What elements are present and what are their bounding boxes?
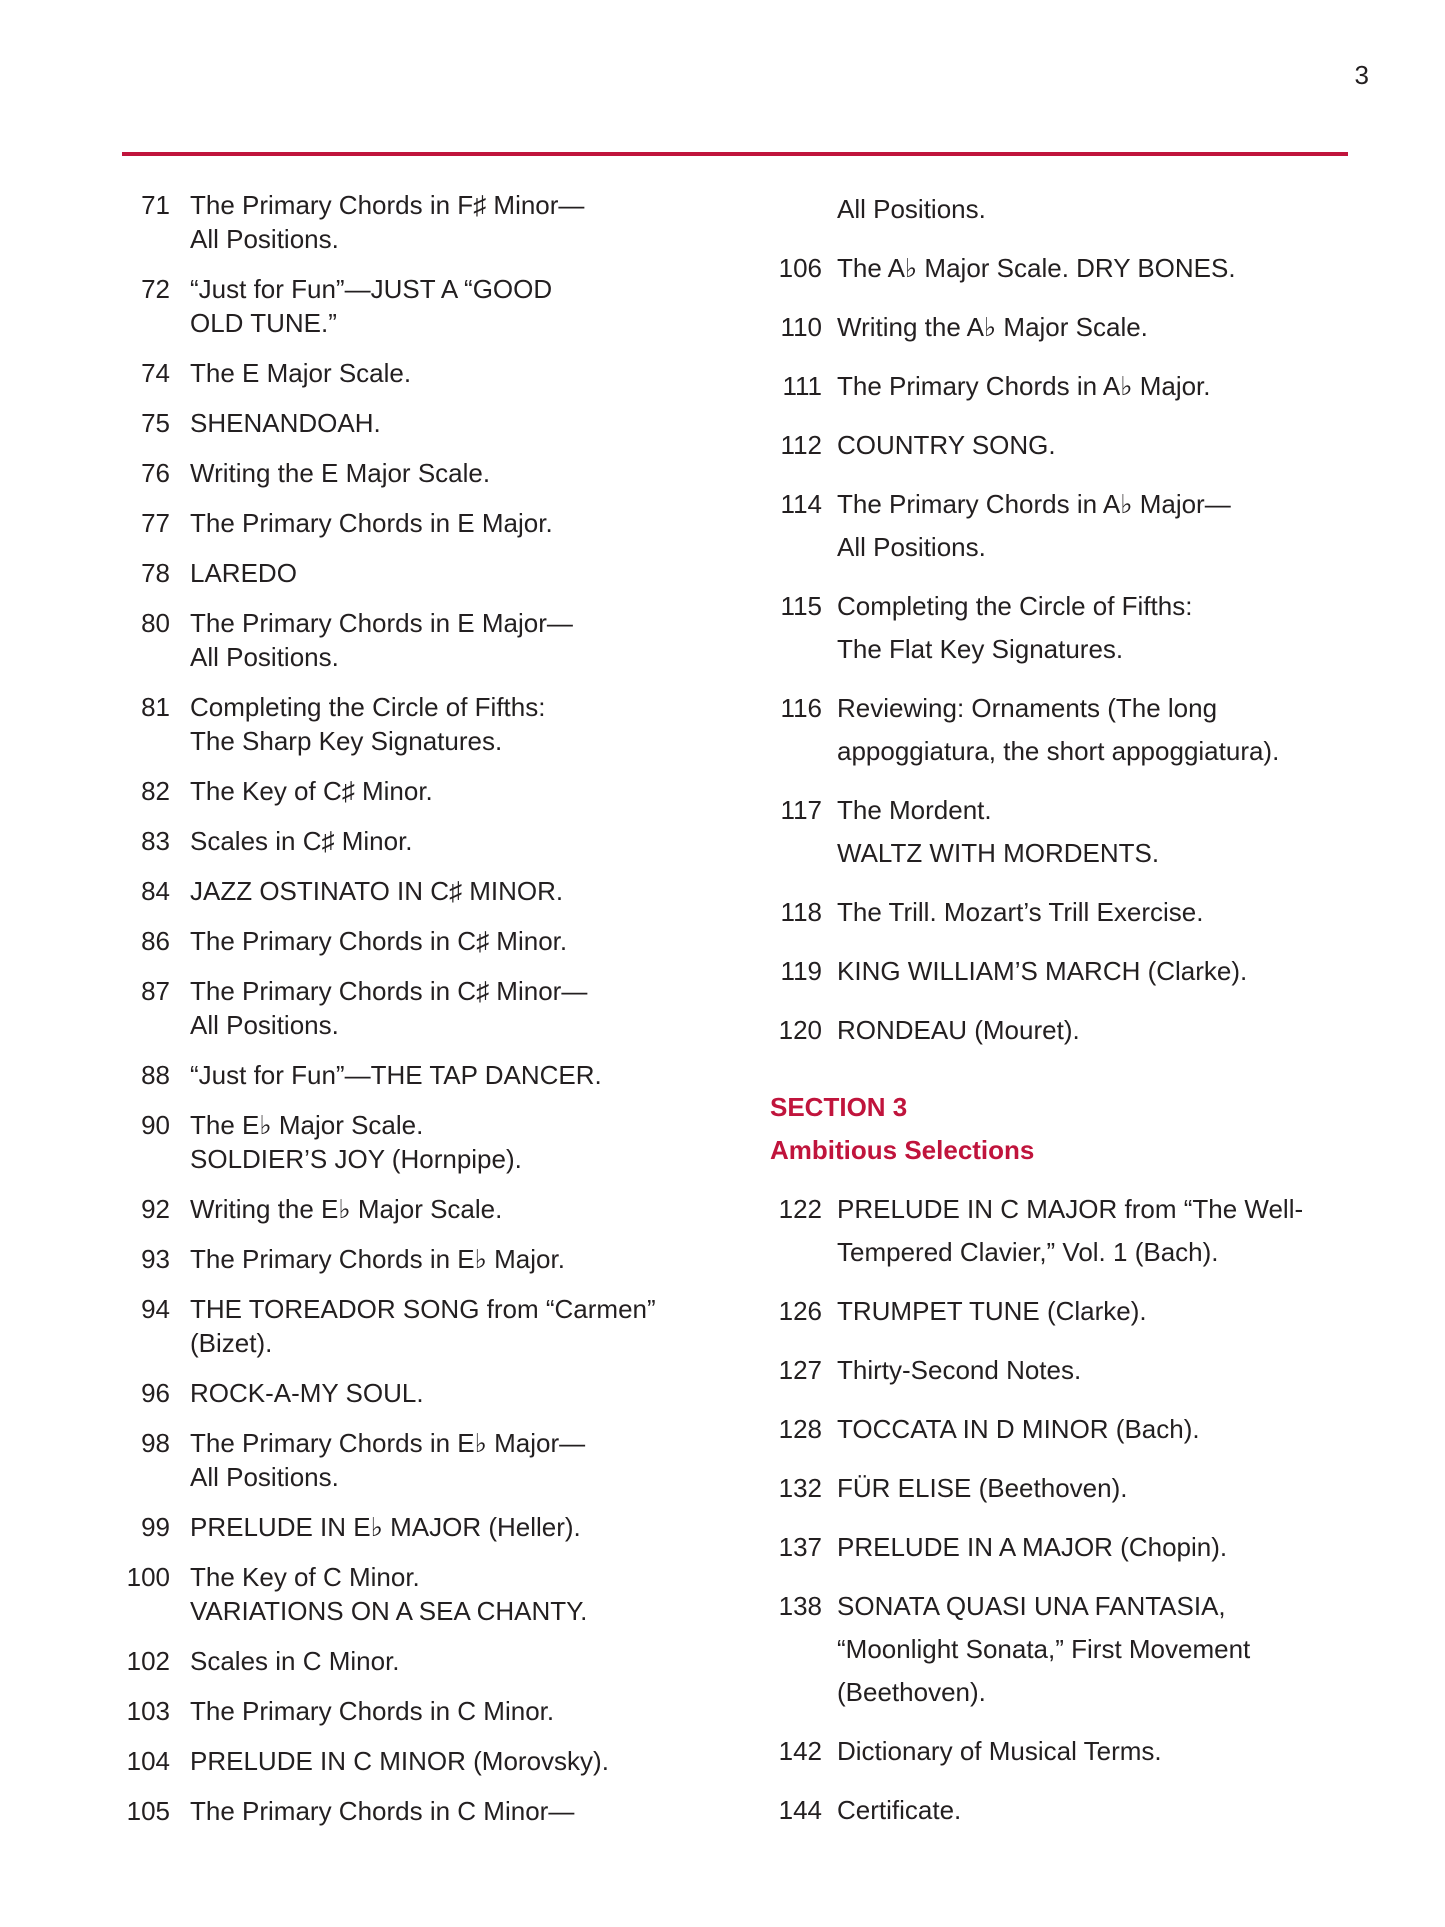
toc-entry-title [190, 774, 712, 808]
toc-entry [122, 690, 712, 758]
toc-entry [770, 1290, 1370, 1333]
toc-entry-title [837, 950, 1370, 993]
toc-entry [122, 974, 712, 1042]
toc-page-number: 83 [141, 826, 170, 856]
toc-entry-line: The A♭ Major Scale. DRY BONES. [837, 253, 1236, 283]
toc-page-number: 98 [141, 1428, 170, 1458]
toc-entry-title [190, 974, 712, 1042]
toc-page-number: 100 [126, 1562, 170, 1592]
toc-entry-title [837, 424, 1370, 467]
toc-entry-title [190, 1644, 712, 1678]
toc-entry [122, 1376, 712, 1410]
toc-entry-title [837, 1526, 1370, 1569]
toc-page-number: 111 [782, 371, 822, 401]
toc-entry-line: The Primary Chords in E♭ Major— [190, 1428, 586, 1458]
toc-entry [770, 891, 1370, 934]
toc-entry-line: All Positions. [190, 1010, 339, 1040]
toc-entry-line: TOCCATA IN D MINOR (Bach). [837, 1414, 1200, 1444]
toc-page-number: 71 [141, 190, 170, 220]
toc-entry [770, 789, 1370, 875]
toc-entry-title [190, 188, 712, 256]
toc-page-number: 103 [126, 1696, 170, 1726]
toc-entry-line: Completing the Circle of Fifths: [190, 692, 546, 722]
toc-entry [122, 356, 712, 390]
toc-page-number: 119 [780, 956, 822, 986]
toc-entry-title [837, 1188, 1370, 1274]
toc-page-number: 126 [778, 1296, 822, 1326]
toc-entry-line: (Bizet). [190, 1328, 273, 1358]
toc-entry-title [190, 1426, 712, 1494]
toc-page-number: 116 [780, 693, 822, 723]
toc-entry [122, 774, 712, 808]
toc-page-number: 144 [778, 1795, 822, 1825]
toc-entry-line: The Primary Chords in A♭ Major— [837, 489, 1231, 519]
toc-page-number: 106 [778, 253, 822, 283]
toc-entry-title [190, 1744, 712, 1778]
toc-left-column [122, 188, 712, 1844]
toc-page-number: 72 [141, 274, 170, 304]
toc-entry-line: The Primary Chords in C Minor— [190, 1796, 575, 1826]
toc-entry-title [190, 272, 712, 340]
toc-entry [122, 1426, 712, 1494]
toc-entry-line: Thirty-Second Notes. [837, 1355, 1082, 1385]
toc-entry-title [837, 1730, 1370, 1773]
toc-page-number: 127 [778, 1355, 822, 1385]
toc-entry [122, 506, 712, 540]
toc-entry-line: Completing the Circle of Fifths: [837, 591, 1193, 621]
toc-page-number: 81 [141, 692, 170, 722]
toc-entry [770, 1789, 1370, 1832]
toc-page-number: 112 [780, 430, 822, 460]
toc-entry [122, 1292, 712, 1360]
toc-page-number: 78 [141, 558, 170, 588]
toc-entry-title [190, 1192, 712, 1226]
toc-entry-title [190, 1242, 712, 1276]
toc-page-number: 132 [778, 1473, 822, 1503]
toc-entry-line: The Primary Chords in C♯ Minor— [190, 976, 588, 1006]
toc-entry-line: PRELUDE IN A MAJOR (Chopin). [837, 1532, 1228, 1562]
toc-page-number: 105 [126, 1796, 170, 1826]
toc-entry [122, 1744, 712, 1778]
toc-page-number: 128 [778, 1414, 822, 1444]
toc-entry-line: Writing the E♭ Major Scale. [190, 1194, 503, 1224]
toc-entry-line: COUNTRY SONG. [837, 430, 1056, 460]
toc-entry [122, 406, 712, 440]
toc-entry-line: “Moonlight Sonata,” First Movement [837, 1634, 1251, 1664]
toc-entry-title [190, 824, 712, 858]
toc-entry-title [190, 1510, 712, 1544]
toc-entry-line: The E Major Scale. [190, 358, 412, 388]
toc-entry-line: SOLDIER’S JOY (Hornpipe). [190, 1144, 522, 1174]
toc-entry [770, 424, 1370, 467]
toc-page-number: 88 [141, 1060, 170, 1090]
toc-entry [122, 606, 712, 674]
toc-entry [122, 1108, 712, 1176]
toc-entry-title [190, 1560, 712, 1628]
toc-entry [770, 687, 1370, 773]
toc-entry-title [190, 356, 712, 390]
toc-entry-line: appoggiatura, the short appoggiatura). [837, 736, 1280, 766]
toc-entry-line: The Mordent. [837, 795, 992, 825]
toc-entry-line: JAZZ OSTINATO IN C♯ MINOR. [190, 876, 564, 906]
toc-entry-line: The Primary Chords in A♭ Major. [837, 371, 1211, 401]
toc-entry-title [190, 924, 712, 958]
toc-entry [122, 1694, 712, 1728]
toc-entry-title [837, 1467, 1370, 1510]
toc-entry [122, 1242, 712, 1276]
toc-page-number: 87 [141, 976, 170, 1006]
toc-page-number: 75 [141, 408, 170, 438]
toc-entry-title [837, 306, 1370, 349]
toc-entry-line: Dictionary of Musical Terms. [837, 1736, 1162, 1766]
toc-page-number: 76 [141, 458, 170, 488]
toc-entry-title [837, 1408, 1370, 1451]
toc-entry-line: The Flat Key Signatures. [837, 634, 1124, 664]
toc-entry [122, 1644, 712, 1678]
toc-entry-title [837, 891, 1370, 934]
toc-entry-title [837, 247, 1370, 290]
toc-entry-line: PRELUDE IN E♭ MAJOR (Heller). [190, 1512, 581, 1542]
toc-entry-line: Writing the E Major Scale. [190, 458, 491, 488]
toc-entry-line: Tempered Clavier,” Vol. 1 (Bach). [837, 1237, 1219, 1267]
toc-entry [770, 1188, 1370, 1274]
toc-entry-title [837, 1290, 1370, 1333]
toc-entry-line: Scales in C♯ Minor. [190, 826, 413, 856]
toc-entry-title [190, 874, 712, 908]
toc-entry-title [190, 1292, 712, 1360]
toc-page-number: 92 [141, 1194, 170, 1224]
toc-entry-title [837, 1009, 1370, 1052]
toc-page-number: 122 [778, 1194, 822, 1224]
toc-page-number: 84 [141, 876, 170, 906]
toc-entry-line: RONDEAU (Mouret). [837, 1015, 1080, 1045]
toc-entry [770, 483, 1370, 569]
toc-entry [770, 1349, 1370, 1392]
toc-page-number: 82 [141, 776, 170, 806]
toc-entry-line: The Primary Chords in E♭ Major. [190, 1244, 565, 1274]
toc-page-number: 86 [141, 926, 170, 956]
toc-entry-title [837, 585, 1370, 671]
toc-entry-line: The Primary Chords in E Major. [190, 508, 553, 538]
toc-entry-title [837, 1349, 1370, 1392]
toc-entry [122, 1510, 712, 1544]
toc-entry [122, 1058, 712, 1092]
toc-entry [122, 188, 712, 256]
toc-page-number: 77 [141, 508, 170, 538]
toc-page-number: 93 [141, 1244, 170, 1274]
toc-entry-title [190, 1108, 712, 1176]
toc-entry-title [190, 506, 712, 540]
header-rule [122, 152, 1348, 156]
toc-entry [122, 456, 712, 490]
toc-entry [122, 824, 712, 858]
toc-entry [770, 585, 1370, 671]
toc-page-number: 142 [778, 1736, 822, 1766]
toc-page-number: 90 [141, 1110, 170, 1140]
toc-entry-line: SONATA QUASI UNA FANTASIA, [837, 1591, 1226, 1621]
toc-page-number: 94 [141, 1294, 170, 1324]
toc-entry [770, 950, 1370, 993]
toc-entry-line: The Primary Chords in F♯ Minor— [190, 190, 585, 220]
toc-right-column [770, 188, 1370, 1848]
toc-entry-line: WALTZ WITH MORDENTS. [837, 838, 1160, 868]
toc-page-number: 114 [780, 489, 822, 519]
toc-entry-title [190, 1694, 712, 1728]
toc-page-number: 138 [778, 1591, 822, 1621]
toc-entry-line: All Positions. [837, 532, 986, 562]
toc-page-number: 115 [780, 591, 822, 621]
toc-entry-line: VARIATIONS ON A SEA CHANTY. [190, 1596, 588, 1626]
toc-entry-title [190, 1058, 712, 1092]
toc-entry-line: The Trill. Mozart’s Trill Exercise. [837, 897, 1204, 927]
toc-entry-title [837, 483, 1370, 569]
toc-entry [122, 556, 712, 590]
toc-entry-line: ROCK-A-MY SOUL. [190, 1378, 424, 1408]
page-number: 3 [1354, 60, 1369, 90]
toc-entry-title [190, 406, 712, 440]
toc-entry-title [837, 1585, 1370, 1714]
toc-entry [122, 1192, 712, 1226]
toc-entry [122, 272, 712, 340]
toc-entry-title [190, 1376, 712, 1410]
toc-entry [770, 306, 1370, 349]
toc-entry-line: The E♭ Major Scale. [190, 1110, 424, 1140]
toc-entry-line: The Primary Chords in C Minor. [190, 1696, 555, 1726]
toc-entry-line: Certificate. [837, 1795, 962, 1825]
toc-entry-title [837, 789, 1370, 875]
toc-page-number: 99 [141, 1512, 170, 1542]
toc-entry-line: “Just for Fun”—THE TAP DANCER. [190, 1060, 602, 1090]
toc-entry [122, 1794, 712, 1828]
toc-page-number: 104 [126, 1746, 170, 1776]
toc-entry-line: KING WILLIAM’S MARCH (Clarke). [837, 956, 1248, 986]
toc-entry-line: Reviewing: Ornaments (The long [837, 693, 1218, 723]
toc-entry-line: The Key of C♯ Minor. [190, 776, 433, 806]
toc-entry-line: The Primary Chords in C♯ Minor. [190, 926, 568, 956]
toc-entry-line: All Positions. [190, 642, 339, 672]
toc-page-number: 118 [780, 897, 822, 927]
toc-entry-line: Writing the A♭ Major Scale. [837, 312, 1148, 342]
toc-entry-title [190, 606, 712, 674]
toc-entry [770, 1730, 1370, 1773]
toc-entry-line: All Positions. [190, 1462, 339, 1492]
toc-entry [770, 1526, 1370, 1569]
toc-entry-line: Scales in C Minor. [190, 1646, 400, 1676]
section-title: Ambitious Selections [770, 1135, 1035, 1165]
toc-entry-line: FÜR ELISE (Beethoven). [837, 1473, 1128, 1503]
toc-page-number: 117 [780, 795, 822, 825]
toc-entry [770, 1585, 1370, 1714]
toc-entry-line: The Key of C Minor. [190, 1562, 420, 1592]
toc-entry [122, 874, 712, 908]
toc-entry-line: THE TOREADOR SONG from “Carmen” [190, 1294, 656, 1324]
toc-entry-title [190, 456, 712, 490]
toc-page-number: 96 [141, 1378, 170, 1408]
toc-page-number: 74 [141, 358, 170, 388]
toc-entry-line: PRELUDE IN C MAJOR from “The Well- [837, 1194, 1304, 1224]
toc-entry-line: PRELUDE IN C MINOR (Morovsky). [190, 1746, 609, 1776]
toc-entry-line: TRUMPET TUNE (Clarke). [837, 1296, 1147, 1326]
toc-page-number: 102 [126, 1646, 170, 1676]
toc-entry [122, 924, 712, 958]
toc-entry-title [190, 690, 712, 758]
section-label: SECTION 3 [770, 1092, 908, 1122]
toc-entry-line: SHENANDOAH. [190, 408, 381, 438]
toc-entry-line: The Sharp Key Signatures. [190, 726, 503, 756]
toc-entry-line: “Just for Fun”—JUST A “GOOD [190, 274, 553, 304]
toc-entry-title [837, 365, 1370, 408]
toc-entry-line: All Positions. [190, 224, 339, 254]
toc-entry-title [837, 687, 1370, 773]
toc-entry [770, 1467, 1370, 1510]
toc-entry-line: The Primary Chords in E Major— [190, 608, 573, 638]
toc-entry-title [837, 1789, 1370, 1832]
toc-entry-title [190, 1794, 712, 1828]
toc-page-number: 137 [778, 1532, 822, 1562]
toc-entry [770, 1408, 1370, 1451]
toc-entry [770, 365, 1370, 408]
toc-page-number: 80 [141, 608, 170, 638]
toc-continuation-line: All Positions. [837, 194, 986, 224]
toc-entry-title [190, 556, 712, 590]
toc-page-number: 120 [778, 1015, 822, 1045]
toc-entry [770, 1009, 1370, 1052]
toc-entry [770, 247, 1370, 290]
toc-entry-line: LAREDO [190, 558, 297, 588]
toc-page-number: 110 [780, 312, 822, 342]
toc-entry-line: (Beethoven). [837, 1677, 986, 1707]
toc-entry-line: OLD TUNE.” [190, 308, 337, 338]
section-heading [770, 1086, 1370, 1172]
toc-entry [122, 1560, 712, 1628]
